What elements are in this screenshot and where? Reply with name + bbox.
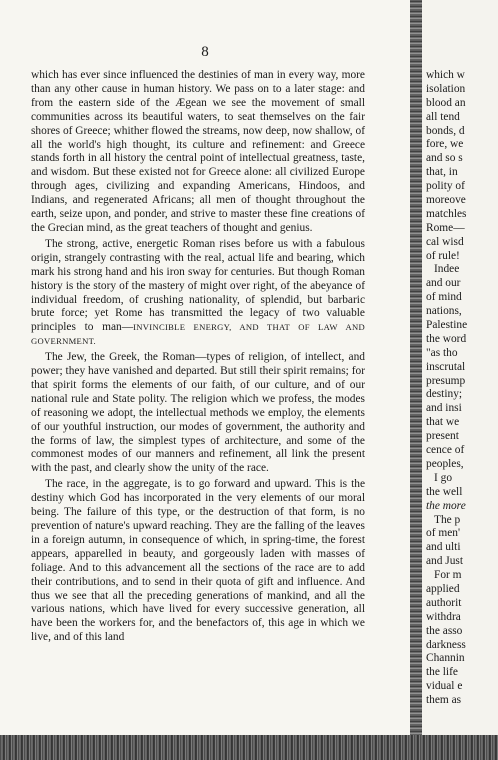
- page-number: 8: [201, 44, 209, 60]
- facing-page-line: that we: [426, 416, 460, 429]
- book-gutter: [410, 0, 422, 735]
- facing-page-text: [426, 69, 498, 708]
- facing-page-line: Rome—: [426, 221, 465, 234]
- facing-page-line: the more: [426, 499, 466, 512]
- facing-page-line: Channin: [426, 652, 465, 665]
- facing-page-line: cal wisd: [426, 235, 464, 248]
- facing-page-line: which w: [426, 69, 465, 81]
- facing-page-line: darkness: [426, 638, 466, 651]
- facing-page-line: "as tho: [426, 346, 458, 359]
- facing-page-line: and Just: [426, 555, 464, 568]
- facing-page-line: present: [426, 430, 459, 443]
- facing-page-line: matchles: [426, 207, 467, 220]
- facing-page-line: that, in: [426, 166, 458, 179]
- facing-page-line: the asso: [426, 624, 463, 637]
- paragraph-text: The strong, active, energetic Roman rises before us with a fabulous origin, strangely contrasting with the real, actual life and bearing, which mark his strong hand and his iron sway for centuries. But though Roman history is the story of the mastery of might over right, of the abeyance of individual freedom, of crushing nationality, of splendid, but barbaric brute force; yet Rome has transmitted the legacy of two valuable principles to man—: [31, 237, 365, 334]
- facing-page-line: For m: [434, 569, 462, 582]
- facing-page-line: the word: [426, 332, 467, 345]
- facing-page-line: of men': [426, 527, 460, 540]
- facing-page-line: bonds, d: [426, 124, 465, 137]
- body-text: [31, 69, 365, 645]
- facing-page-line: presump: [426, 374, 466, 387]
- facing-page-line: nations,: [426, 305, 462, 318]
- facing-page-line: moreove: [426, 194, 466, 207]
- facing-page-line: of mind: [426, 291, 462, 304]
- facing-page-line: of rule!: [426, 249, 460, 262]
- facing-page-line: and so s: [426, 152, 463, 165]
- facing-page-line: isolation: [426, 82, 466, 95]
- facing-page-line: and insi: [426, 402, 462, 415]
- facing-page-line: blood an: [426, 96, 466, 109]
- scan-edge: [0, 735, 498, 760]
- facing-page-line: inscrutal: [426, 360, 466, 373]
- facing-page-line: and our: [426, 277, 461, 290]
- facing-page-line: withdra: [426, 610, 461, 623]
- paragraph: The Jew, the Greek, the Roman—types of religion, of intellect, and power; they have vanished and departed. But still their spirit remains; for that spirit forms the elements of our faith, of our culture, and of our national rule and State polity. The religion which we profess, the modes of reasoning we adopt, the intellectual methods we employ, the elements of our youthful instruction, our modes of government, the authority and the forms of law, the simplest types of architecture, and some of the commonest modes of our manners and refinement, all link the present with the past, and clearly show the unity of the race.: [31, 351, 365, 475]
- paragraph: The race, in the aggregate, is to go forward and upward. This is the destiny which God has incorporated in the very elements of our moral being. The failure of this type, or the destruction of that form, is no prevention of nature's upward reaching. They are the falling of the leaves in a foreign autumn, in consequence of which, in spring-time, the forest appears, apparelled in beauty, and gorgeously laden with masses of foliage. And to this advancement all the sections of the race are to add their contributions, and to send in their quota of gift and influence. And thus we see that all the preceding generations of mankind, and all the various nations, which have lived for every successive generation, all have been the workers for, and the benefactors of, this age in which we live, and of this land: [31, 478, 365, 644]
- facing-page-line: the well: [426, 485, 463, 498]
- facing-page-line: the life: [426, 666, 458, 679]
- facing-page-line: Palestine: [426, 319, 468, 332]
- paragraph: [31, 238, 365, 349]
- facing-page-line: and ulti: [426, 541, 461, 554]
- facing-page-line: all tend: [426, 110, 460, 123]
- facing-page-line: The p: [434, 513, 461, 526]
- facing-page-line: authorit: [426, 596, 462, 609]
- facing-page-line: I go: [434, 471, 453, 484]
- facing-page-line: them as: [426, 694, 462, 707]
- facing-page-line: vidual e: [426, 680, 463, 693]
- paragraph: which has ever since influenced the destinies of man in every way, more than any other cause in human history. We pass on to a later stage: and from the eastern side of the Ægean we see the movement of small communities across its beautiful waters, to seat themselves on the fair shores of Greece; whither flowed the streams, now deep, now shallow, of all the world's high thought, its culture and refinement: and Greece stands forth in all history the central point of intellectual greatness, taste, and wisdom. But these existed not for Greece alone: all civilized Europe through ages, civilizing and expanding Americans, Hindoos, and Indians, and regenerated Africans; all men of thought throughout the earth, seize upon, and ponder, and strive to master these fine creations of the Grecian mind, as the great teachers of thought and genius.: [31, 69, 365, 234]
- facing-page-line: Indee: [434, 263, 460, 276]
- facing-page-line: destiny;: [426, 388, 463, 401]
- facing-page-line: fore, we: [426, 138, 464, 151]
- facing-page-line: cence of: [426, 444, 465, 457]
- facing-page: [422, 0, 498, 735]
- facing-page-line: peoples,: [426, 457, 464, 470]
- facing-page-line: applied: [426, 582, 460, 595]
- facing-page-line: polity of: [426, 180, 465, 193]
- small-caps-phrase: INVINCIBLE ENERGY, AND THAT OF LAW AND GOVERNMENT.: [31, 322, 365, 347]
